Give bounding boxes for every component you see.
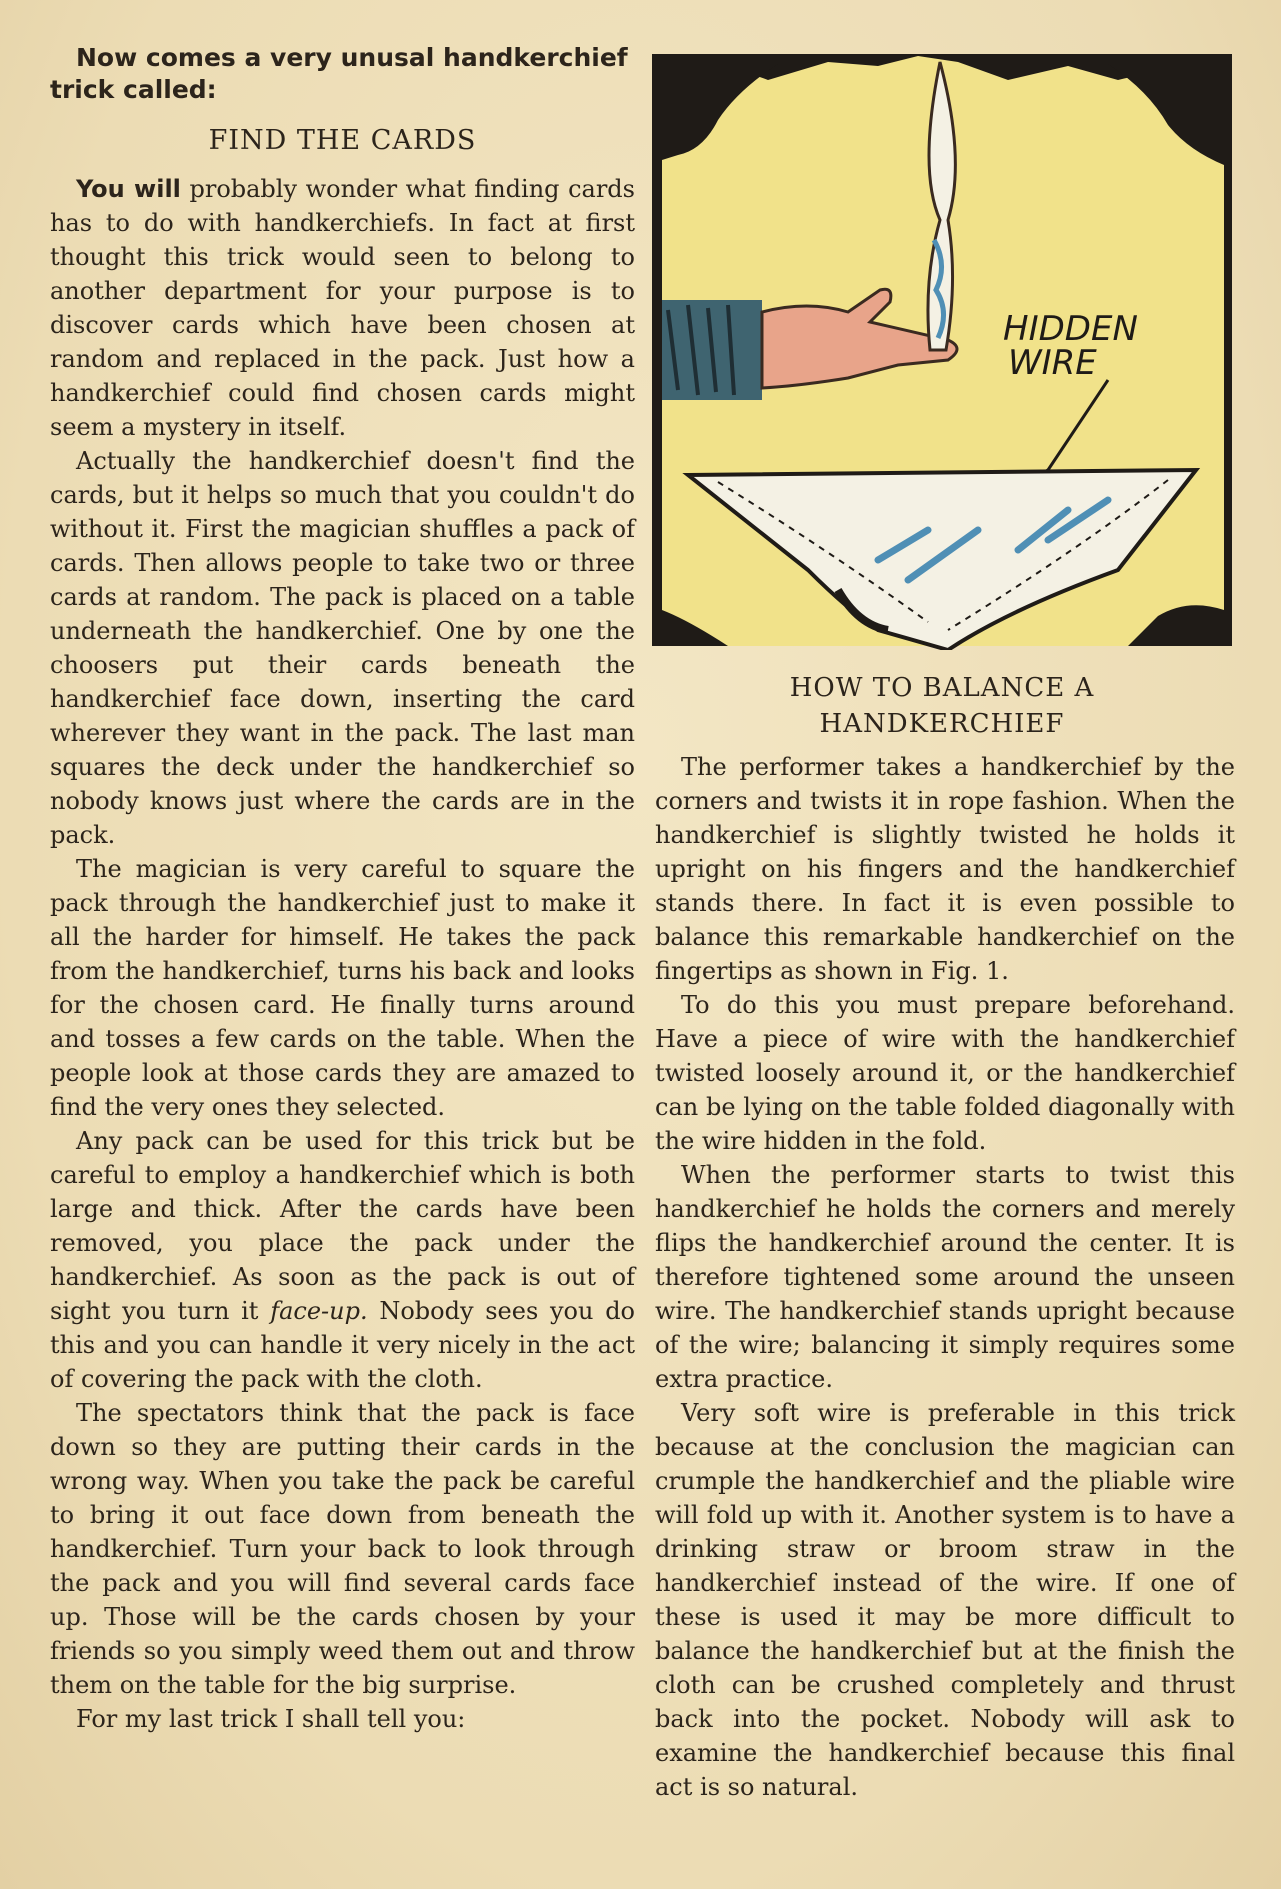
hidden-wire-label: HIDDEN (1003, 309, 1138, 349)
trick-title: FIND THE CARDS (208, 125, 477, 156)
paragraph: When the performer starts to twist this handkerchief he holds the corners and merely flips the handkerchief around the center. It is therefore tightened some around the unseen wire. The handkerchief stands upright because of the wire; balancing it simply requires some extra practice. (655, 1161, 1235, 1393)
left-column (50, 42, 635, 1736)
paragraph-text: probably wonder what finding cards has to do with handkerchiefs. In fact at first thought this trick would seen to belong to another department for your purpose is to discover cards which have been chosen at random and replaced in the pack. Just how a handkerchief could find chosen cards might seem a mystery in itself. (50, 175, 635, 441)
emphasis-text: face-up. (270, 1297, 368, 1325)
paragraph-text: Nobody sees you do this and you can handle it very nicely in the act of covering the pack with the cloth. (50, 1297, 635, 1393)
lead-in: You will (76, 175, 181, 203)
caption-line: HANDKERCHIEF (819, 709, 1065, 739)
paragraph-text: Any pack can be used for this trick but be careful to employ a handkerchief which is both large and thick. After the cards have been removed, you place the pack under the handkerchief. As soon as the pack is out of sight you turn it (50, 1127, 635, 1325)
right-column (655, 750, 1235, 1804)
paragraph: The magician is very careful to square the pack through the handkerchief just to make it all the harder for himself. He takes the pack from the handkerchief, turns his back and looks for the chosen card. He finally turns around and tosses a few cards on the table. When the people look at those cards they are amazed to find the very ones they selected. (50, 855, 635, 1121)
handkerchief-illustration (648, 50, 1236, 650)
paragraph: Actually the handkerchief doesn't find the cards, but it helps so much that you couldn't do without it. First the magician shuffles a pack of cards. Then allows people to take two or three cards at random. The pack is placed on a table underneath the handkerchief. One by one the choosers put their cards beneath the handkerchief face down, inserting the card wherever they want in the pack. The last man squares the deck under the handkerchief so nobody knows just where the cards are in the pack. (50, 447, 635, 849)
intro-heading: Now comes a very unusal handkerchief trick called: (50, 43, 628, 104)
illustration-figure (648, 50, 1236, 650)
figure-caption (648, 670, 1236, 742)
paragraph: The spectators think that the pack is face down so they are putting their cards in the wrong way. When you take the pack be careful to bring it out face down from beneath the handkerchief. Turn your back to look through the pack and you will find several cards face up. Those will be the cards chosen by your friends so you simply weed them out and throw them on the table for the big surprise. (50, 1399, 635, 1699)
paragraph (50, 1124, 635, 1396)
caption-line: HOW TO BALANCE A (789, 673, 1095, 703)
paragraph: Very soft wire is preferable in this trick because at the conclusion the magician can crumple the handkerchief and the pliable wire will fold up with it. Another system is to have a drinking straw or broom straw in the handkerchief instead of the wire. If one of these is used it may be more difficult to balance the handkerchief but at the finish the cloth can be crushed completely and thrust back into the pocket. Nobody will ask to examine the handkerchief because this final act is so natural. (655, 1399, 1235, 1801)
paragraph: To do this you must prepare beforehand. Have a piece of wire with the handkerchief twisted loosely around it, or the handkerchief can be lying on the table folded diagonally with the wire hidden in the fold. (655, 991, 1235, 1155)
hidden-wire-label: WIRE (1008, 343, 1097, 383)
paragraph: The performer takes a handkerchief by the corners and twists it in rope fashion. When the handkerchief is slightly twisted he holds it upright on his fingers and the handkerchief stands there. In fact it is even possible to balance this remarkable handkerchief on the fingertips as shown in Fig. 1. (655, 753, 1235, 985)
closing-line: For my last trick I shall tell you: (76, 1705, 466, 1733)
paragraph (50, 172, 635, 444)
